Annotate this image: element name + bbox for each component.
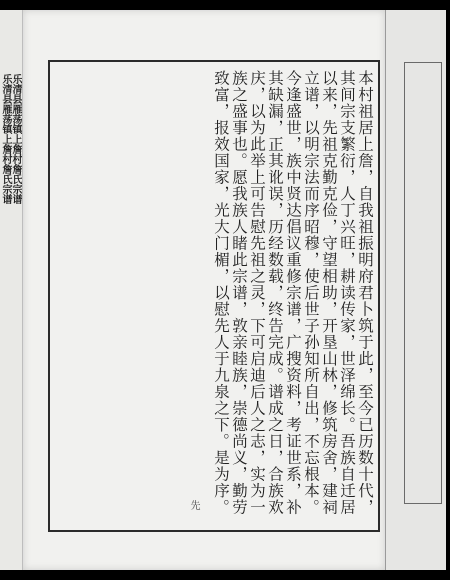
left-spine-edge bbox=[0, 10, 23, 570]
spine-title-back: 乐清县雁荡镇上詹村詹氏宗谱 bbox=[0, 74, 11, 204]
spine-title-front: 乐清县雁荡镇上詹村詹氏宗谱 bbox=[10, 74, 21, 204]
footer-glyph: 先 bbox=[188, 500, 199, 510]
right-page-edge bbox=[385, 10, 446, 570]
right-page-frame bbox=[404, 62, 442, 504]
preface-body: 本村祖居上詹，自我祖振明府君卜筑于此，至今已历数十代，其间宗支繁衍，人丁兴旺，耕读传家，世泽绵长。吾族自迁居以来，先祖克勤克俭，守望相助，开垦山林，修筑房舍，建祠立谱，以明宗法而序昭穆，使后世子孙知所自出，不忘根本。今逢盛世，族中贤达倡议重修宗谱，广搜资料，考证世系，补其缺漏，正其讹误，历经数载，终告完成。谱成之日，合族欢庆，以为此举上可告慰先祖之灵，下可启迪后人之志，实为一族之盛事也。愿我族人睹此宗谱，敦亲睦族，崇德尚义，勤劳致富，报效国家，光大门楣，以慰先人于九泉之下。是为序。 bbox=[212, 70, 374, 516]
preface-text bbox=[56, 70, 374, 526]
